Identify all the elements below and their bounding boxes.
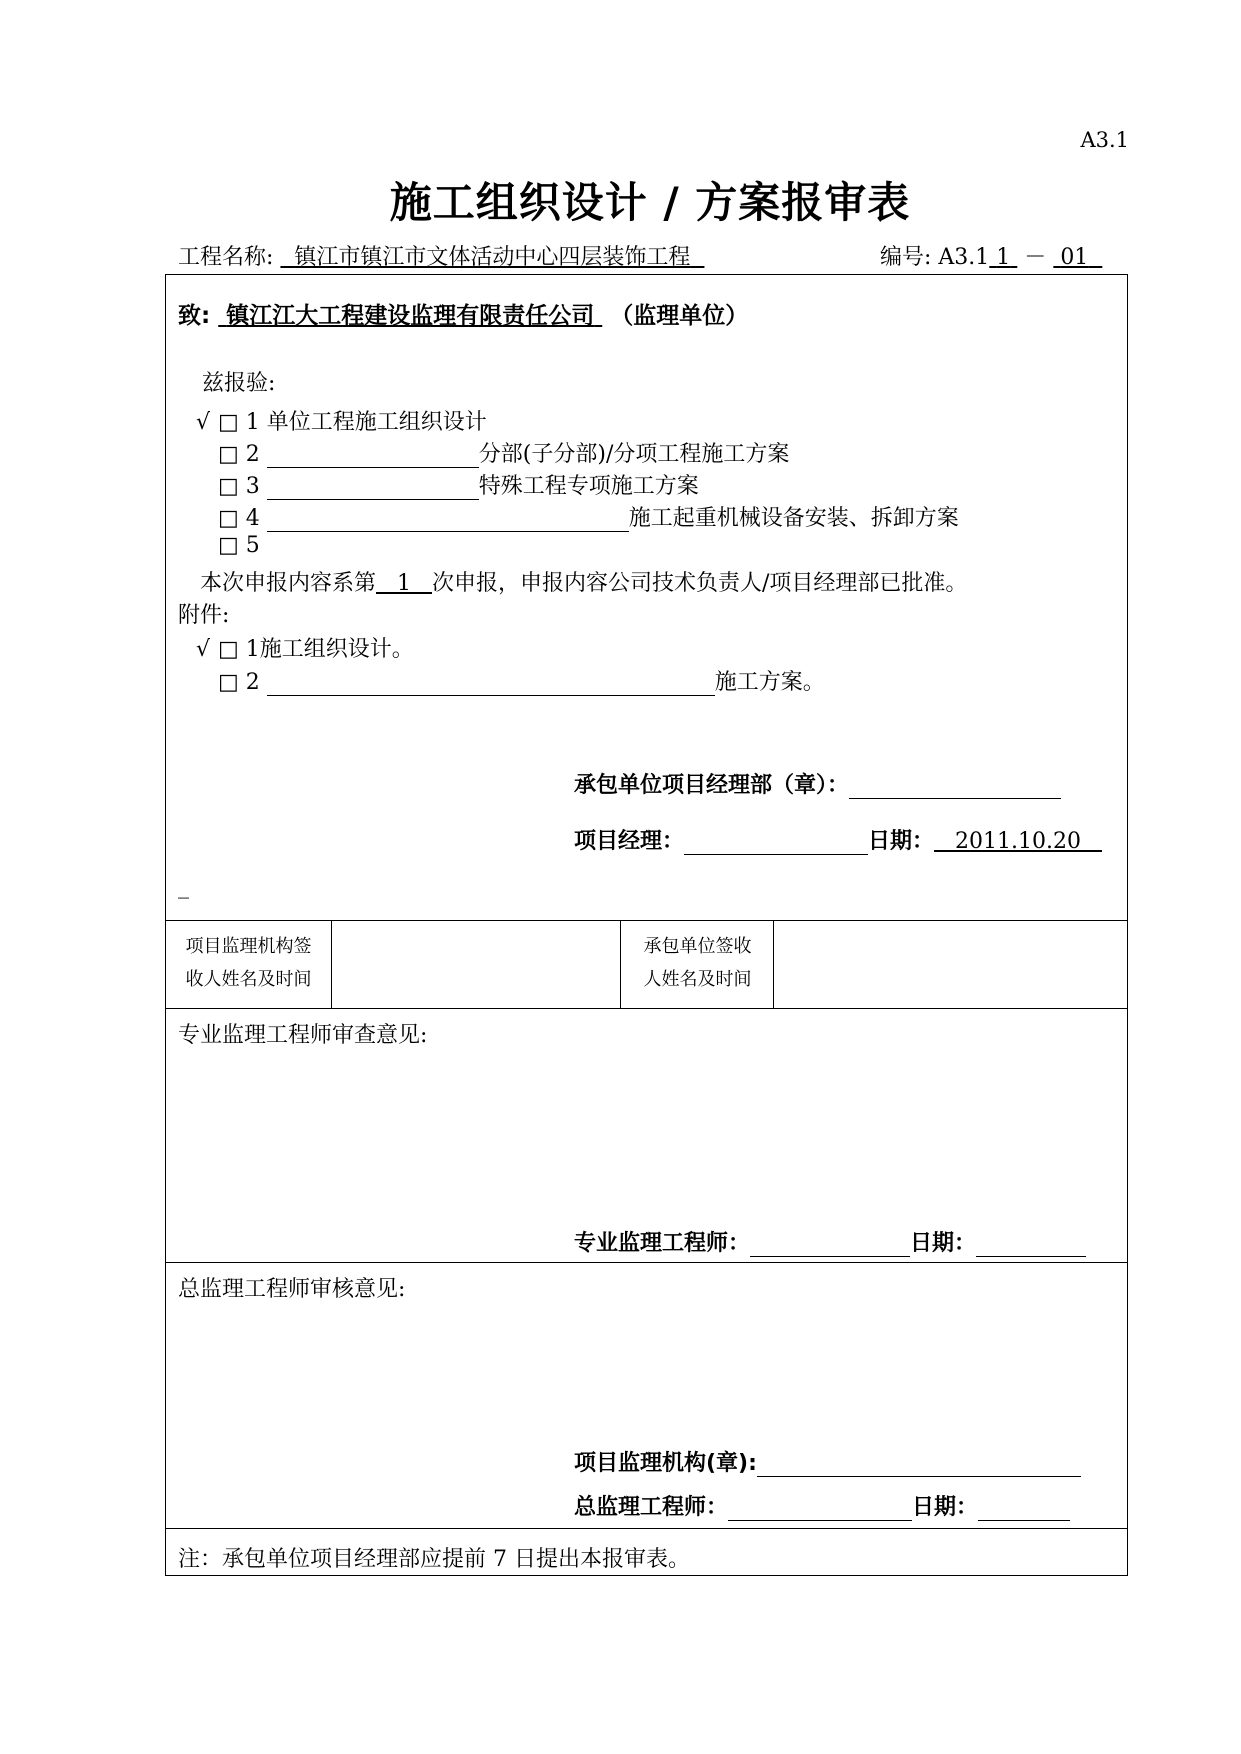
checkbox-icon[interactable]: □ [218,637,239,662]
supervisor-receipt-label [166,930,331,996]
number-part2[interactable] [1053,245,1102,270]
item-after: 特殊工程专项施工方案 [478,474,699,499]
item-3[interactable] [196,469,699,500]
blank-line[interactable] [267,474,479,500]
number-part1[interactable] [989,245,1017,270]
cell-divider-2 [620,920,621,1008]
item-text: 4 [245,506,260,531]
number-part2-text: 01 [1060,245,1089,270]
chief-sign-field[interactable] [728,1495,912,1521]
checkbox-icon[interactable]: □ [218,533,239,558]
item-4[interactable] [196,501,959,532]
engineer-sign-field[interactable] [750,1231,910,1257]
times-before: 本次申报内容系第 [200,571,377,596]
item-text: 2 [245,442,260,467]
contractor-receipt-line2: 人姓名及时间 [643,969,752,990]
item-text: 1 单位工程施工组织设计 [245,410,487,435]
pm-label: 项目经理： [574,829,685,854]
times-after: 次申报，申报内容公司技术负责人/项目经理部已批准。 [431,571,968,596]
org-seal-row [574,1446,1081,1477]
checkbox-icon[interactable]: □ [218,410,239,435]
date-label: 日期： [912,1495,979,1520]
doc-code: A3.1 [1080,128,1129,152]
attach-label: 附件: [178,603,230,628]
contractor-receipt-label [622,930,773,996]
blank-line[interactable] [267,442,479,468]
to-label: 致: [178,303,211,329]
blank-line[interactable] [267,506,629,532]
date-label: 日期： [910,1231,977,1256]
project-row [178,240,704,271]
org-seal-field[interactable] [757,1451,1081,1477]
checkbox-icon[interactable]: □ [218,474,239,499]
date-value: 2011.10.20 [955,829,1081,854]
number-prefix: A3.1 [938,245,990,270]
cell-divider-1 [331,920,332,1008]
item-text: 5 [245,533,260,558]
supervisor-receipt-line1: 项目监理机构签 [185,936,312,957]
to-company-text: 镇江江大工程建设监理有限责任公司 [226,303,595,329]
item-text: 3 [245,474,260,499]
number-sep: － [1024,245,1047,270]
item-1[interactable] [196,405,487,436]
times-value[interactable] [376,571,432,596]
page-title: 施工组织设计 / 方案报审表 [389,178,911,227]
pm-sign-row [574,824,1102,855]
engineer-review-label: 专业监理工程师审查意见: [178,1023,428,1048]
check-mark: √ [196,410,211,435]
engineer-label: 专业监理工程师： [574,1231,751,1256]
supervisor-receipt-field[interactable] [333,922,619,1006]
cell-divider-3 [773,920,774,1008]
pm-sign-field[interactable] [684,829,868,855]
attachment-2[interactable] [196,665,825,696]
project-name[interactable] [280,245,704,270]
date-field[interactable] [934,829,1102,854]
chief-review-label: 总监理工程师审核意见: [178,1277,406,1302]
number-part1-text: 1 [996,245,1011,270]
chief-sign-row [574,1490,1070,1521]
contractor-receipt-field[interactable] [775,922,1125,1006]
blank-line[interactable] [267,670,715,696]
item-5[interactable] [196,533,260,558]
hereby-label: 兹报验: [202,371,276,396]
checkbox-icon[interactable]: □ [218,506,239,531]
date-label: 日期： [868,829,935,854]
contractor-seal-row [574,768,1061,799]
divider-2 [165,1008,1128,1009]
times-value-text: 1 [397,571,411,596]
supervisor-receipt-line2: 收人姓名及时间 [185,969,312,990]
divider-3 [165,1262,1128,1263]
contractor-seal-field[interactable] [849,773,1061,799]
engineer-date-field[interactable] [976,1231,1086,1257]
stray-underscore: _ [178,874,189,899]
times-row [200,566,967,597]
checkbox-icon[interactable]: □ [218,442,239,467]
checkbox-icon[interactable]: □ [218,670,239,695]
to-company[interactable] [218,303,602,329]
number-label: 编号: [880,245,932,270]
chief-review-field[interactable] [178,1306,1118,1436]
chief-label: 总监理工程师： [574,1495,729,1520]
attachment-text: 2 [245,670,260,695]
item-after: 施工起重机械设备安装、拆卸方案 [628,506,959,531]
footnote: 注：承包单位项目经理部应提前 7 日提出本报审表。 [178,1547,690,1572]
divider-1 [165,920,1128,921]
divider-4 [165,1528,1128,1529]
contractor-receipt-line1: 承包单位签收 [643,936,752,957]
to-row [178,297,748,330]
project-label: 工程名称: [178,245,274,270]
engineer-sign-row [574,1226,1086,1257]
org-seal-label: 项目监理机构(章): [574,1451,757,1476]
to-suffix: （监理单位） [610,303,749,329]
item-2[interactable] [196,437,789,468]
attachment-after: 施工方案。 [714,670,825,695]
attachment-1[interactable] [196,632,414,663]
engineer-review-field[interactable] [178,1052,1118,1212]
chief-date-field[interactable] [978,1495,1070,1521]
contractor-seal-label: 承包单位项目经理部（章）： [574,773,850,798]
check-mark: √ [196,637,211,662]
project-name-text: 镇江市镇江市文体活动中心四层装饰工程 [294,245,691,270]
attachment-text: 1施工组织设计。 [245,637,414,662]
number-row [880,240,1102,271]
item-after: 分部(子分部)/分项工程施工方案 [478,442,790,467]
